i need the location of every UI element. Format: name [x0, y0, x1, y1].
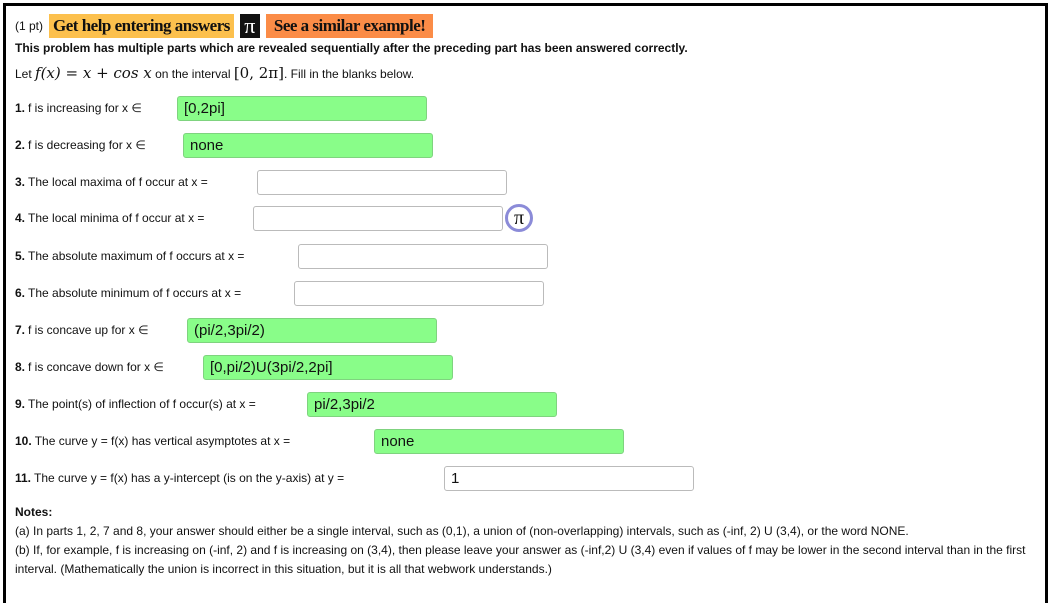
fill-text: . Fill in the blanks below.: [284, 67, 415, 81]
answer-input-3[interactable]: [257, 170, 507, 195]
notes: [15, 503, 1035, 579]
let-text: Let: [15, 67, 36, 81]
part-text: The local maxima of f occur at x =: [28, 175, 208, 189]
part-number: 11.: [15, 471, 32, 485]
part-text: The local minima of f occur at x =: [28, 211, 205, 225]
part-text: The curve y = f(x) has a y-intercept (is on the y-axis) at y =: [34, 471, 345, 485]
notes-title: Notes:: [15, 505, 53, 519]
note-a: (a) In parts 1, 2, 7 and 8, your answer should either be a single interval, such as (0,1), a union of (non-overlapping) intervals, such as (-inf, 2) U (3,4), or the word NONE.: [15, 524, 909, 538]
part-number: 10.: [15, 434, 32, 448]
answer-input-8[interactable]: [0,pi/2)U(3pi/2,2pi]: [203, 355, 453, 380]
answer-input-1[interactable]: [0,2pi]: [177, 96, 427, 121]
part-text: The absolute maximum of f occurs at x =: [28, 249, 245, 263]
function-formula: f(x) = x + cos x: [35, 64, 152, 82]
part-2-label: [15, 132, 146, 158]
part-number: 1.: [15, 101, 26, 115]
part-3-label: [15, 169, 208, 195]
part-9-label: [15, 391, 256, 417]
part-number: 9.: [15, 397, 26, 411]
pi-icon[interactable]: π: [240, 14, 260, 38]
equation-editor-pi-button[interactable]: π: [505, 204, 533, 232]
answer-input-11[interactable]: 1: [444, 466, 694, 491]
part-number: 8.: [15, 360, 26, 374]
part-number: 5.: [15, 249, 26, 263]
part-1-label: [15, 95, 142, 121]
part-10-label: [15, 428, 290, 454]
part-4-label: [15, 205, 204, 231]
answer-input-6[interactable]: [294, 281, 544, 306]
points-label: (1 pt): [15, 19, 44, 33]
part-number: 3.: [15, 175, 26, 189]
help-entering-answers-button[interactable]: Get help entering answers: [49, 14, 234, 38]
problem-header: [15, 14, 433, 38]
answer-input-10[interactable]: none: [374, 429, 624, 454]
answer-input-2[interactable]: none: [183, 133, 433, 158]
part-number: 7.: [15, 323, 26, 337]
part-number: 2.: [15, 138, 26, 152]
answer-input-7[interactable]: (pi/2,3pi/2): [187, 318, 437, 343]
part-7-label: [15, 317, 149, 343]
similar-example-button[interactable]: See a similar example!: [266, 14, 434, 38]
answer-input-5[interactable]: [298, 244, 548, 269]
interval-value: [0, 2π]: [233, 64, 285, 82]
part-6-label: [15, 280, 241, 306]
intro-text: This problem has multiple parts which are revealed sequentially after the preceding part has been answered correctly.: [15, 41, 688, 55]
part-8-label: [15, 354, 164, 380]
interval-text: on the interval: [151, 67, 234, 81]
note-b: (b) If, for example, f is increasing on (-inf, 2) and f is increasing on (3,4), then please leave your answer as (-inf,2) U (3,4) even if values of f may be lower in the second interval than in the first interval. (Mathematically the union is incorrect in this situation, but it is all that webwork understands.): [15, 543, 1026, 576]
part-text: f is increasing for x ∈: [28, 101, 142, 115]
part-text: f is concave down for x ∈: [28, 360, 164, 374]
part-text: The curve y = f(x) has vertical asymptotes at x =: [34, 434, 291, 448]
part-text: f is concave up for x ∈: [28, 323, 149, 337]
part-number: 6.: [15, 286, 26, 300]
part-text: The point(s) of inflection of f occur(s) at x =: [28, 397, 256, 411]
answer-input-9[interactable]: pi/2,3pi/2: [307, 392, 557, 417]
part-5-label: [15, 243, 244, 269]
part-text: f is decreasing for x ∈: [28, 138, 146, 152]
problem-statement: [15, 64, 414, 82]
part-11-label: [15, 465, 344, 491]
answer-input-4[interactable]: [253, 206, 503, 231]
part-number: 4.: [15, 211, 26, 225]
part-text: The absolute minimum of f occurs at x =: [28, 286, 242, 300]
